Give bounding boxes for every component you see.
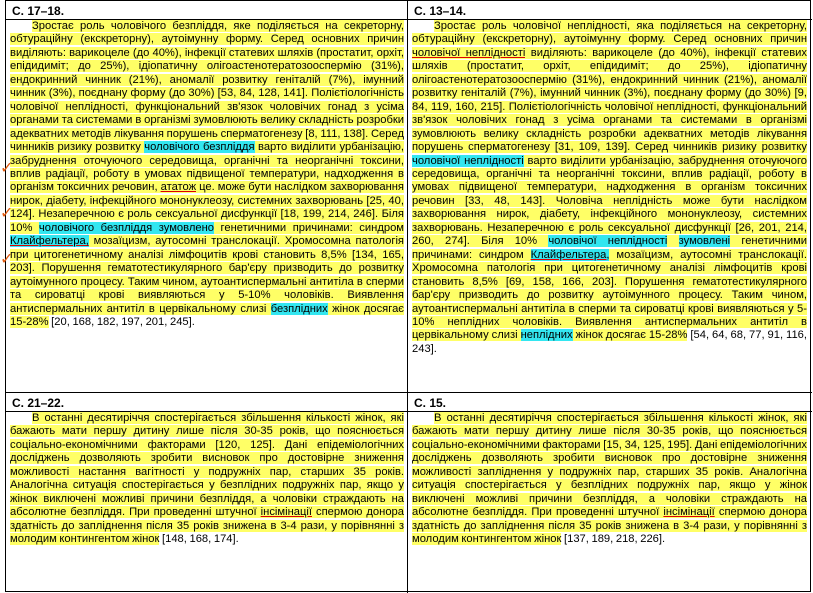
text-segment: [137, 189, 218, 226]. <box>561 533 666 546</box>
cell-header: С. 13–14. <box>414 4 467 18</box>
cell-right-top <box>408 1 810 392</box>
cell-right-bottom <box>408 393 810 591</box>
text-segment: безплідних <box>270 302 328 315</box>
cell-header: С. 15. <box>414 396 447 410</box>
cell-header: С. 17–18. <box>12 4 65 18</box>
text-segment: [20, 168, 182, 197, 201, 245]. <box>48 315 195 328</box>
text-segment <box>667 235 678 247</box>
text-segment: зумовлені <box>678 235 731 248</box>
cell-text <box>408 20 810 356</box>
check-mark-icon: ✓ <box>0 203 14 222</box>
check-mark-icon: ✓ <box>0 158 14 177</box>
text-segment: варто виділити урбанізацію, забруднення оточуючого середовища, органічні та неорганічні токсини, вплив радіації, роботу в умовах підвищеної температури, надходження в організм токсичних речовин, <box>10 141 404 194</box>
cell-text <box>408 412 810 547</box>
text-segment: Клайфельтера, <box>530 248 610 261</box>
text-segment: чоловічої неплідності <box>548 235 668 248</box>
text-segment: [54, 64, 68, 77, 91, 116, 243]. <box>412 329 807 355</box>
text-segment: інсімінації <box>663 506 715 519</box>
text-segment: неплідних <box>520 329 573 342</box>
check-mark-icon: ✓ <box>0 249 14 268</box>
cell-header: С. 21–22. <box>12 396 65 410</box>
text-segment: мозаїцизм, аутосомні транслокації. Хромосомна патологія при цитогенетичному аналізі лімфоцитів крові становить 8,5% [69, 158, 166, 203]. Порушення гематотестикулярного бар'єру призводить до розвитку аутоімунного процесу. Таким чином, аутоантиспермальні антитіла в сперми та сироватці крові виявляються у 5-10% неплідних чоловіків. Виявлення антиспермальних антитіл в цервікальному слизі <box>412 248 807 342</box>
text-segment: чоловічого безпліддя <box>144 141 255 154</box>
comparison-table <box>5 0 811 592</box>
text-segment: варто виділити урбанізацію, забруднення оточуючого середовища, органічні та неорганічні токсини, вплив радіації, роботу в умовах підвищеної температури, надходження в організм токсичних речовин [33, 48, 143]. Чоловіча неплідність може бути наслідком захворювання нирок, діабету, інфекційного мононуклеозу, системних захворювань. Незаперечною є роль сексуальної дисфункції [26, 201, 214, 260, 274]. Біля 10% <box>412 154 807 248</box>
cell-text <box>6 412 407 547</box>
text-segment: Зростає роль чоловічого безпліддя, яке поділяється на секреторну, обтураційну (екскреторну), аутоімунну форму. Серед основних причин виділяють: варикоцеле (до 40%), інфекції статевих шляхів (простатит, орхіт, епідидиміт; до 25%), ідіопатичну олігоастенотератозооспермію (31%), ендокринний чинник (21%), аномалії розвитку геніталій (7%), імунний чинник (3%), поєднану форму (до 30%) [53, 84, 128, 141]. Полієтіологічність чоловічої неплідності, функціональний зв'язок чоловічих гонад з усіма органами та системами в організмі зумовлюють велику складність розробки адекватних методів лікування порушень сперматогенезу [8, 111, 138]. Серед чинників ризику розвитку <box>10 20 404 154</box>
text-segment: спермою донора здатність до запліднення після 35 років знижена в 3-4 рази, у порівнянні з молодим контингентом жінок <box>412 506 807 546</box>
text-segment: [148, 168, 174]. <box>159 533 239 546</box>
text-segment: генетичними причинами: синдром <box>412 235 808 261</box>
text-segment: жінок досягає 15-28% <box>10 302 404 328</box>
text-segment: виділяють: варикоцеле (до 40%), інфекції статевих шляхів (простатит, орхіт, епідидиміт; до 25%), ідіопатичну олігоастенотератозооспермію (31%), ендокринний чинник (21%), аномалії розвитку геніталій (7%), імунний чинник (3%), поєднану форму (до 30%) [9, 84, 119, 160, 215]. Полієтіологічність чоловічої неплідності, функціональний зв'язок чоловічих гонад з усіма органами та системами в організмі зумовлюють велику складність розробки адекватних методів лікування порушень сперматогенезу [31, 109, 139]. Серед чинників ризику розвитку <box>412 46 808 154</box>
cell-left-top <box>6 1 407 392</box>
cell-text <box>6 20 407 329</box>
text-segment: Клайфельтера, <box>10 235 89 248</box>
text-segment: чоловічої неплідності <box>412 154 524 167</box>
text-segment: чоловічого безпліддя зумовлено <box>38 221 214 234</box>
text-segment: В останні десятиріччя спостерігається збільшення кількості жінок, які бажають мати першу дитину лише після 30-35 років, що пояснюється соціально-економічними факторами [15, 34, 125, 195]. Дані епідеміологічних досліджень дозволяють зробити висновок про достовірне зниження можливості запліднення у подружніх пар, старших 35 років. Аналогічна ситуація спостерігається у безплідних подружніх пар, якщо у жінок виключені можливі причини безпліддя, а чоловіки страждають на абсолютне безпліддя. При проведенні штучної <box>412 412 807 519</box>
text-segment: чоловічої неплідності <box>412 46 526 59</box>
text-segment: генетичними причинами: синдром <box>214 221 404 234</box>
text-segment: жінок досягає 15-28% <box>572 329 688 342</box>
text-segment: ататож <box>160 181 197 194</box>
text-segment: Зростає роль чоловічої неплідності, яка поділяється на секреторну, обтураційну (екскреторну), аутоімунну форму. Серед основних причин <box>412 20 807 46</box>
text-segment: інсімінації <box>260 506 312 519</box>
text-segment: це. може бути наслідком захворювання нирок, діабету, інфекційного мононуклеозу, системних захворювань [25, 40, 124]. Незаперечною є роль сексуальної дисфункції [18, 199, 214, 246]. Біля 10% <box>10 181 404 234</box>
cell-left-bottom <box>6 393 407 591</box>
text-segment: спермою донора здатність до запліднення після 35 років знижена в 3-4 рази, у порівнянні з молодим контингентом жінок <box>10 506 404 546</box>
text-segment: В останні десятиріччя спостерігається збільшення кількості жінок, які бажають мати першу дитину лише після 30-35 років, що пояснюється соціально-економічними факторами [120, 125]. Дані епідеміологічних досліджень дозволяють зробити висновок про достовірне зниження можливості настання вагітності у подружніх пар, старших 35 років. Аналогічна ситуація спостерігається у безплідних подружніх пар, якщо у жінок виключені можливі причини безпліддя, а чоловіки страждають на абсолютне безпліддя. При проведенні штучної <box>10 412 404 519</box>
text-segment: мозаїцизм, аутосомні транслокації. Хромосомна патологія при цитогенетичному аналізі лімфоцитів крові становить 8,5% [134, 165, 203]. Порушення гематотестикулярного бар'єру призводить до розвитку аутоімунного процесу. Таким чином, аутоантиспермальні антитіла в сперми та сироватці крові виявляються у 5-10% чоловіків. Виявлення антиспермальних антитіл в цервікальному слизі <box>10 235 404 315</box>
